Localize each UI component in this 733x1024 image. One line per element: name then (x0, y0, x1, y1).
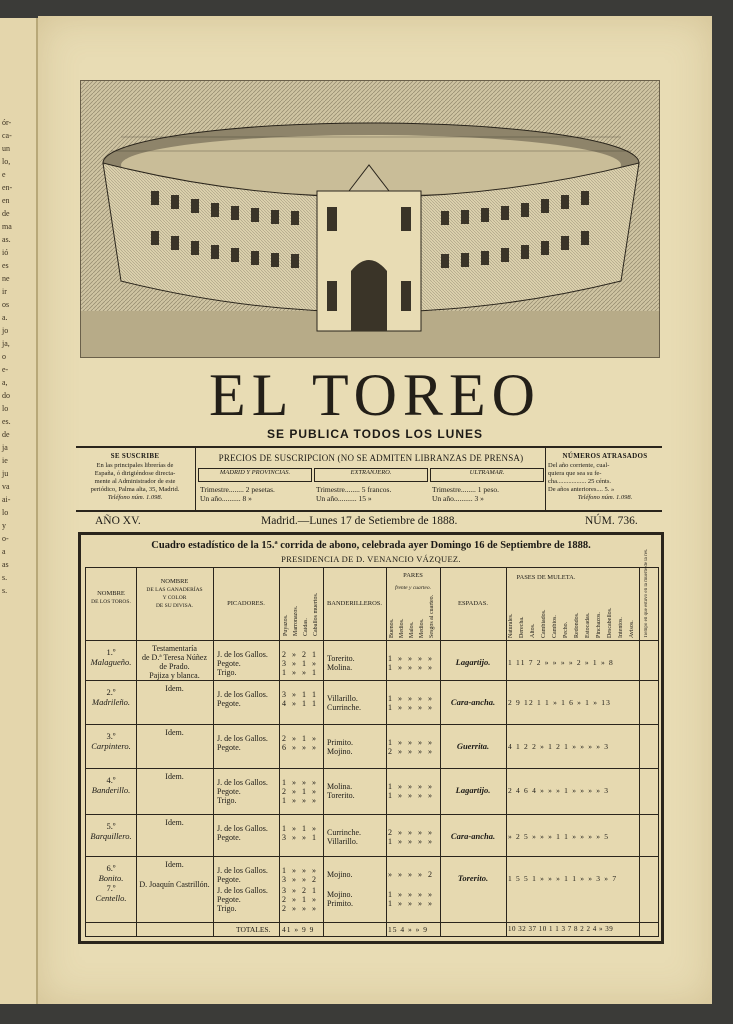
picas-values: 3 » 2 1 (282, 886, 318, 895)
issue-number: NÚM. 736. (585, 515, 638, 527)
header-muleta-col: Altos. (530, 623, 536, 638)
header-banderilleros: BANDERILLEROS. (326, 600, 383, 607)
picas-values: 3 » 1 » (282, 659, 318, 668)
previous-page-text-fragment: as. (2, 235, 11, 244)
picador-name: Pegote. (217, 875, 241, 884)
previous-page-text-fragment: a. (2, 313, 8, 322)
header-picadores: PICADORES. (227, 600, 265, 607)
picas-values: 1 » » » (282, 778, 318, 787)
price-row: Trimestre........ 5 francos. (316, 485, 392, 494)
banderillero-name: Primito. (327, 738, 354, 747)
bull-name: Madrileño. (91, 697, 130, 707)
banderillero-name: Molina. (327, 782, 353, 791)
picas-values: 3 » 1 1 (282, 690, 318, 699)
header-text: NOMBRE (160, 578, 189, 585)
picador-name: Pegote. (217, 787, 241, 796)
muleta-values: 2 9 12 1 1 » 1 6 » 1 » 13 (508, 698, 612, 707)
header-pares-sub: frente y cuarteo. (395, 585, 431, 591)
picador-name: Pegote. (217, 833, 241, 842)
subscribe-phone: Teléfono núm. 1.098. (107, 494, 163, 501)
picador-name: Pegote. (217, 699, 241, 708)
header-muleta-col: Estocadas. (585, 612, 591, 638)
header-muleta-col: Pinchazos. (596, 612, 602, 638)
picador-name: Pegote. (217, 659, 241, 668)
subscribe-info (76, 448, 194, 510)
previous-page-text-fragment: ju (2, 469, 9, 478)
ganaderia-line: D. Joaquín Castrillón. (139, 880, 210, 889)
header-caidas: Caídas. (303, 618, 309, 636)
muleta-values: 1 5 5 1 » » » 1 1 » » 3 » 7 (508, 874, 618, 883)
previous-page-text-fragment: a (2, 547, 6, 556)
totals-pares: 15 4 » » 9 (388, 925, 428, 934)
pares-values: 1 » » » » (388, 791, 434, 800)
previous-page-text-fragment: ca- (2, 131, 12, 140)
previous-page-text-fragment: y (2, 521, 6, 530)
header-puyazos: Puyazos. (283, 614, 289, 636)
price-row: Un año.......... 15 » (316, 494, 372, 503)
picas-values: 3 » » 2 (282, 875, 318, 884)
picador-name: Pegote. (217, 743, 241, 752)
picador-name: Trigo. (217, 668, 237, 677)
picas-values: 2 » 1 » (282, 787, 318, 796)
picador-name: J. de los Gallos. (217, 824, 268, 833)
header-muleta-col: Naturales. (508, 613, 514, 638)
pares-values: 2 » » » » (388, 828, 434, 837)
header-muleta-col: Intentos. (618, 617, 624, 638)
previous-page-text-fragment: es (2, 261, 9, 270)
pares-values: » » » » 2 (388, 870, 434, 879)
region-extranjero: EXTRANJERO. (314, 468, 428, 482)
previous-page-text-fragment: e- (2, 365, 9, 374)
previous-page-text-fragment: as (2, 560, 9, 569)
previous-page-text-fragment: en (2, 196, 10, 205)
bull-ordinal: 1.º (106, 647, 116, 657)
espada-name: Cara-ancha. (450, 697, 496, 707)
ganaderia-line: Idem. (165, 860, 184, 869)
bullring-engraving (80, 80, 660, 358)
totals-picas: 41 » 9 9 (282, 925, 315, 934)
banderillero-name: Villarillo. (327, 694, 358, 703)
bull-name: Bonito. (98, 873, 124, 883)
previous-page-text-fragment: s. (2, 573, 8, 582)
header-pares-col: Buenos. (389, 618, 395, 638)
pares-values: 2 » » » » (388, 747, 434, 756)
bull-ordinal: 4.º (106, 775, 116, 785)
issue-year: AÑO XV. (95, 515, 141, 527)
price-row: Un año.......... 3 » (432, 494, 484, 503)
previous-page-text-fragment: lo (2, 508, 9, 517)
previous-page-text-fragment: do (2, 391, 10, 400)
subscribe-line: periódico, Palma alta, 35, Madrid. (90, 486, 180, 493)
ganaderia-line: Pajiza y blanca. (149, 671, 200, 680)
header-muleta-col: Descabellos. (607, 607, 613, 638)
issue-date: Madrid.—Lunes 17 de Setiembre de 1888. (261, 515, 458, 527)
picas-values: 6 » » » (282, 743, 318, 752)
header-espadas: ESPADAS. (458, 600, 488, 607)
header-pares-col: Medios. (399, 618, 405, 638)
header-text: DE LAS GANADERÍAS (146, 587, 203, 593)
masthead-subtitle: SE PUBLICA TODOS LOS LUNES (266, 427, 484, 441)
espada-name: Torerito. (457, 873, 489, 883)
muleta-values: » 2 5 » » » 1 1 » » » » 5 (508, 832, 610, 841)
table-caption: Cuadro estadístico de la 15.ª corrida de abono, celebrada ayer Domingo 16 de Septiembre de 1888. (151, 540, 591, 551)
header-text: NOMBRE (97, 590, 125, 597)
previous-page-text-fragment: o- (2, 534, 9, 543)
ganaderia-line: Idem. (165, 772, 184, 781)
header-pares-col: Sesgos al cuarteo. (429, 594, 435, 638)
bull-ordinal: 3.º (106, 731, 116, 741)
picador-name: J. de los Gallos. (217, 886, 268, 895)
header-caballos: Caballos muertos. (313, 592, 319, 636)
table-presidency: PRESIDENCIA DE D. VENANCIO VÁZQUEZ. (281, 554, 461, 564)
pares-values: 1 » » » » (388, 703, 434, 712)
previous-page-text-fragment: ie (2, 456, 8, 465)
bull-ordinal: 7.º (106, 883, 116, 893)
previous-page-text-fragment: en- (2, 183, 13, 192)
header-text: DE LOS TOROS. (91, 599, 131, 605)
bull-ordinal: 6.º (106, 863, 116, 873)
subscribe-line: mente al Administrador de este (94, 478, 176, 485)
previous-page-text-fragment: ja (2, 443, 8, 452)
banderillero-name: Torerito. (327, 654, 355, 663)
header-muleta-col: Redondos. (574, 612, 580, 638)
statistics-table-box (78, 532, 664, 944)
header-muleta-col: Avisos. (629, 620, 635, 638)
pares-values: 1 » » » » (388, 899, 434, 908)
ganaderia-line: Idem. (165, 818, 184, 827)
espada-name: Lagartijo. (455, 657, 491, 667)
bull-name: Carpintero. (91, 741, 131, 751)
banderillero-name: Torerito. (327, 791, 355, 800)
previous-page-text-fragment: lo (2, 404, 9, 413)
muleta-values: 2 4 6 4 » » » 1 » » » » 3 (508, 786, 610, 795)
previous-page-text-fragment: ir (2, 287, 7, 296)
banderillero-name: Mojino. (327, 890, 353, 899)
previous-page-text-fragment: ór- (2, 118, 12, 127)
picas-values: 3 » » 1 (282, 833, 318, 842)
back-issues-line: quiera que sea su fe- (548, 470, 602, 477)
totals-label: TOTALES. (236, 925, 271, 934)
picador-name: J. de los Gallos. (217, 690, 268, 699)
back-issues-phone: Teléfono núm. 1.098. (577, 494, 633, 501)
ganaderia-line: de D.ª Teresa Núñez (141, 653, 208, 662)
ganaderia-line: de Prado. (159, 662, 190, 671)
header-muleta-col: Pecho. (563, 621, 569, 638)
previous-page-text-fragment: a, (2, 378, 8, 387)
header-muleta-col: Derecha. (519, 616, 525, 638)
pares-values: 1 » » » » (388, 694, 434, 703)
pares-values: 1 » » » » (388, 782, 434, 791)
pares-values: 1 » » » » (388, 663, 434, 672)
previous-page-text-fragment: de (2, 209, 10, 218)
header-muleta-col: Cambiados. (541, 609, 547, 638)
ganaderia-line: Idem. (165, 728, 184, 737)
masthead-title: EL TOREO (209, 362, 541, 428)
previous-page-text-fragment: ja, (2, 339, 10, 348)
pares-values: 1 » » » » (388, 837, 434, 846)
ganaderia-line: Idem. (165, 684, 184, 693)
espada-name: Lagartijo. (455, 785, 491, 795)
picas-values: 2 » 2 1 (282, 650, 318, 659)
picas-values: 1 » » » (282, 796, 318, 805)
muleta-values: 4 1 2 2 » 1 2 1 » » » » 3 (508, 742, 610, 751)
picador-name: Trigo. (217, 904, 237, 913)
header-text: Y COLOR (162, 595, 187, 601)
picas-values: 1 » » 1 (282, 668, 318, 677)
bull-name: Banderillo. (91, 785, 131, 795)
previous-page-text-fragment: es. (2, 417, 11, 426)
pares-values: 1 » » » » (388, 654, 434, 663)
header-pares-col: Medios. (419, 618, 425, 638)
pares-values: 1 » » » » (388, 890, 434, 899)
picador-name: J. de los Gallos. (217, 778, 268, 787)
banderillero-name: Primito. (327, 899, 354, 908)
region-ultramar: ULTRAMAR. (430, 468, 544, 482)
header-muleta-col: Cambios. (552, 615, 558, 638)
header-pares-col: Malos. (409, 621, 415, 638)
previous-page-text-fragment: ne (2, 274, 10, 283)
bullring-illustration (81, 81, 659, 357)
bull-name: Malagueño. (90, 657, 132, 667)
espada-name: Guerrita. (456, 741, 490, 751)
previous-page-text-fragment: un (2, 144, 10, 153)
bull-ordinal: 5.º (106, 821, 116, 831)
header-ganaderia (136, 578, 213, 610)
prices-heading: PRECIOS DE SUSCRIPCION (NO SE ADMITEN LIBRANZAS DE PRENSA) (218, 453, 524, 463)
previous-page-text-fragment: os (2, 300, 10, 309)
price-row: Trimestre........ 1 peso. (432, 485, 500, 494)
previous-page-edge (0, 18, 38, 1004)
picador-name: J. de los Gallos. (217, 650, 268, 659)
previous-page-text-fragment: lo, (2, 157, 11, 166)
ganaderia-line: Testamentaría (152, 644, 197, 653)
previous-page-text-fragment: ai- (2, 495, 11, 504)
pares-values: 1 » » » » (388, 738, 434, 747)
picas-values: 2 » 1 » (282, 734, 318, 743)
muleta-values: 1 11 7 2 » » » » 2 » 1 » 8 (508, 658, 614, 667)
banderillero-name: Mojino. (327, 870, 353, 879)
back-issues-line: cha.................. 25 cénts. (548, 478, 612, 485)
banderillero-name: Currinche. (327, 828, 361, 837)
previous-page-text-fragment: jo (2, 326, 9, 335)
banderillero-name: Molina. (327, 663, 353, 672)
price-row: Un año.......... 8 » (200, 494, 252, 503)
back-issues-heading: NÚMEROS ATRASADOS (562, 452, 648, 460)
previous-page-text-fragment: o (2, 352, 6, 361)
banderillero-name: Currinche. (327, 703, 361, 712)
header-muleta: PASES DE MULETA. (516, 574, 576, 581)
dateline (95, 515, 645, 531)
previous-page-text-fragment: s. (2, 586, 8, 595)
subscribe-line: España, ó dirigiéndose directa- (94, 470, 176, 477)
picador-name: Trigo. (217, 796, 237, 805)
header-marronazos: Marronazos. (293, 605, 299, 636)
bull-name: Centello. (95, 893, 127, 903)
previous-page-text-fragment: ió (2, 248, 9, 257)
banderillero-name: Villarillo. (327, 837, 358, 846)
picador-name: J. de los Gallos. (217, 866, 268, 875)
price-row: Trimestre........ 2 pesetas. (200, 485, 275, 494)
picas-values: 1 » » » (282, 866, 318, 875)
back-issues (548, 448, 662, 510)
back-issues-line: Del año corriente, cual- (548, 462, 610, 469)
previous-page-text-fragment: de (2, 430, 10, 439)
header-text: DE SU DIVISA. (155, 603, 194, 609)
previous-page-text-fragment: ma (2, 222, 12, 231)
picas-values: 2 » 1 » (282, 895, 318, 904)
back-issues-line: De años anteriores.... 5. » (548, 486, 615, 493)
picador-name: Pegote. (217, 895, 241, 904)
picador-name: J. de los Gallos. (217, 734, 268, 743)
banderillero-name: Mojino. (327, 747, 353, 756)
subscribe-heading: SE SUSCRIBE (110, 452, 160, 460)
header-pares: PARES (403, 572, 423, 579)
picas-values: 1 » 1 » (282, 824, 318, 833)
region-madrid: MADRID Y PROVINCIAS. (198, 468, 312, 482)
subscribe-line: En las principales librerías de (96, 462, 174, 469)
totals-muleta: 10 32 37 10 1 1 3 7 8 2 2 4 » 39 (508, 925, 614, 933)
picas-values: 4 » 1 1 (282, 699, 318, 708)
bull-name: Barquillero. (90, 831, 132, 841)
picas-values: 2 » » » (282, 904, 318, 913)
espada-name: Cara-ancha. (450, 831, 496, 841)
subscription-box (76, 446, 662, 512)
bull-ordinal: 2.º (106, 687, 116, 697)
header-toros (86, 590, 136, 606)
previous-page-text-fragment: va (2, 482, 10, 491)
header-tiempo: Tiempo en que estuvo en la muerte de la res. (644, 548, 649, 638)
newspaper-page (38, 16, 712, 1004)
previous-page-text-fragment: e (2, 170, 6, 179)
